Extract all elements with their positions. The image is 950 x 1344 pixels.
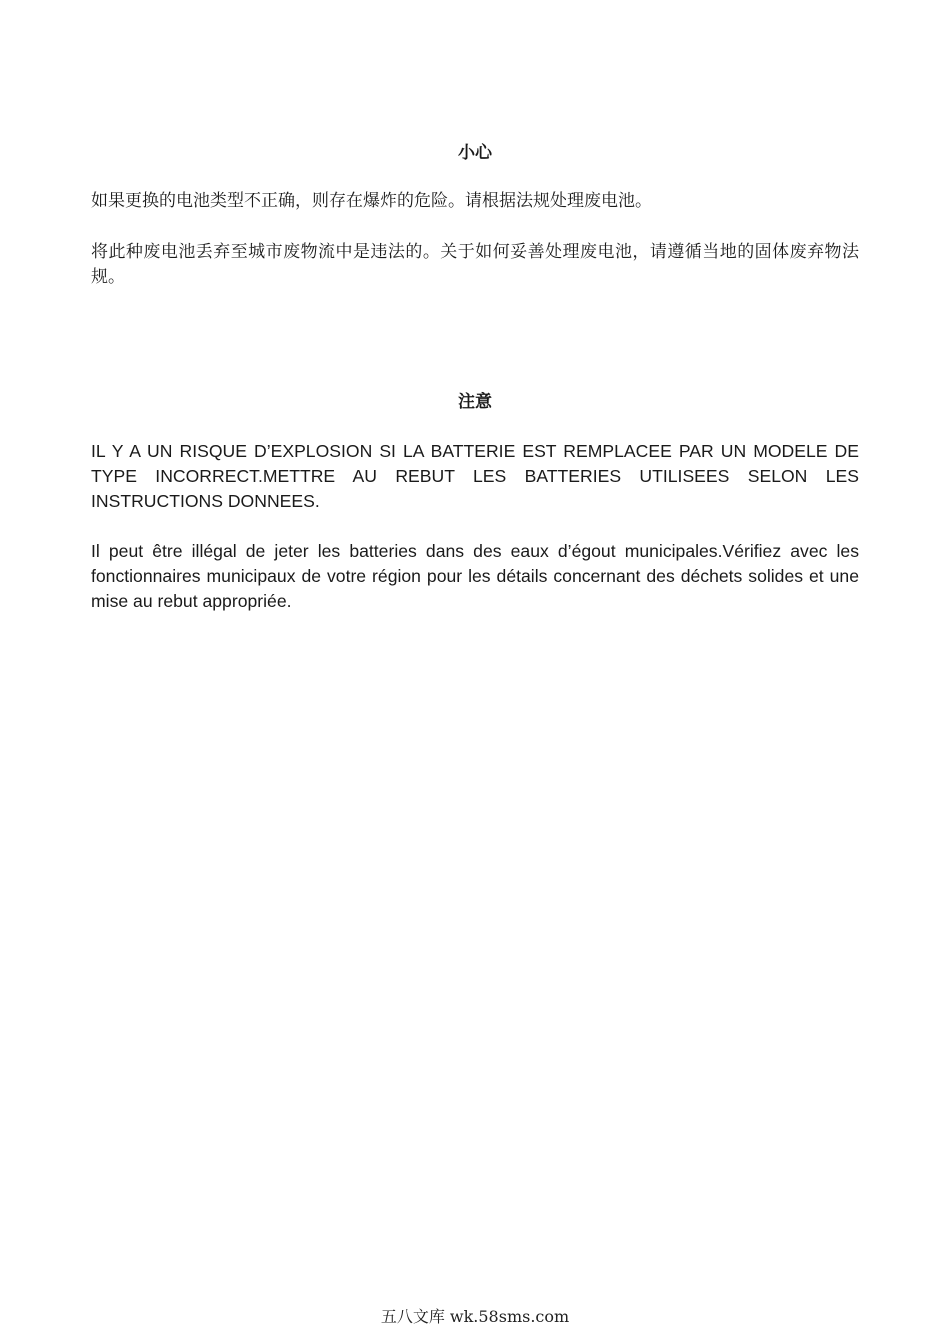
caution-fr-paragraph-2: Il peut être illégal de jeter les batteries dans des eaux d’égout municipales.Vérifiez avec les fonctionnaires municipaux de votre région pour les détails concernant des déchets solides et une mise au rebut appropriée. xyxy=(91,541,859,611)
footer-watermark: 五八文库 wk.58sms.com xyxy=(380,1307,570,1326)
caution-heading-fr: 注意 xyxy=(458,392,492,412)
caution-zh-paragraph-2: 将此种废电池丢弃至城市废物流中是违法的。关于如何妥善处理废电池，请遵循当地的固体废弃物法规。 xyxy=(91,242,859,287)
caution-zh-paragraph-1: 如果更换的电池类型不正确，则存在爆炸的危险。请根据法规处理废电池。 xyxy=(91,191,652,211)
caution-fr-paragraph-1: IL Y A UN RISQUE D’EXPLOSION SI LA BATTERIE EST REMPLACEE PAR UN MODELE DE TYPE INCORRECT.METTRE AU REBUT LES BATTERIES UTILISEES SELON LES INSTRUCTIONS DONNEES. xyxy=(91,441,859,511)
caution-heading-zh: 小心 xyxy=(458,143,492,163)
